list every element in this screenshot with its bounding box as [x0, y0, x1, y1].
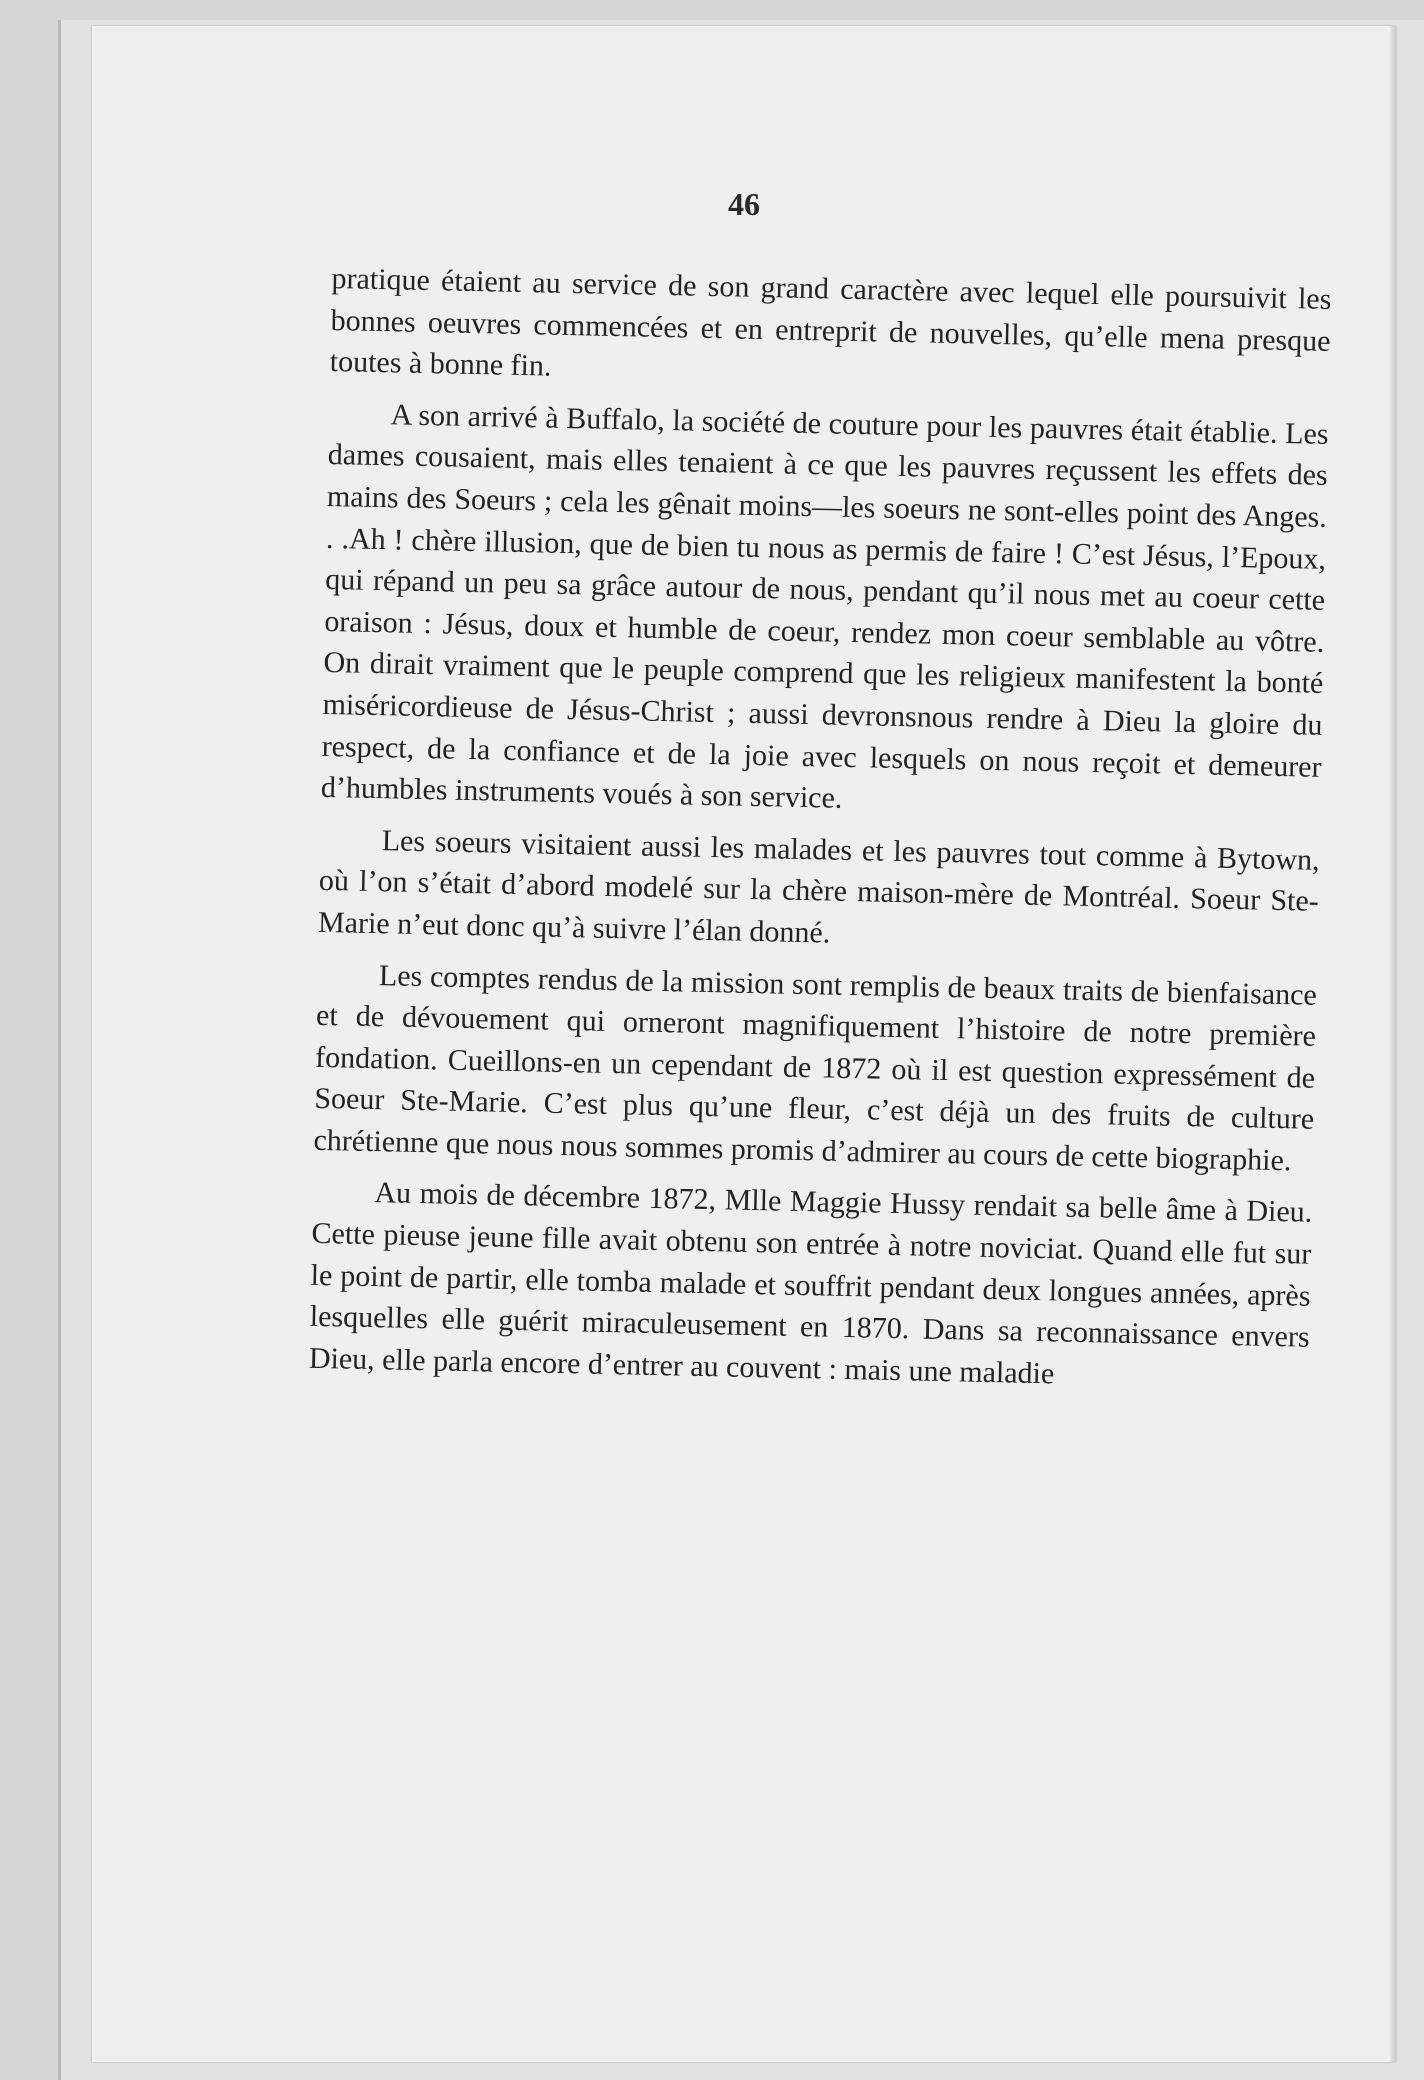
paragraph-3: Les soeurs visitaient aussi les malades et les pauvres tout comme à Bytown, où l’on s’était d’abord modelé sur la chère maison-mère de Montréal. Soeur Ste-Marie n’eut donc qu’à suivre l’élan donné.: [317, 823, 1320, 950]
page-edge: [1390, 26, 1396, 2062]
book-page: [92, 26, 1396, 2062]
body-text: [308, 258, 1331, 1410]
paragraph-2: A son arrivé à Buffalo, la société de couture pour les pauvres était établie. Les dames cousaient, mais elles tenaient à ce que les pauvres reçussent les effets des mains des Soeurs ; cela les gênait moins—les soeurs ne sont-elles point des Anges. . .Ah ! chère illusion, que de bien tu nous as permis de faire ! C’est Jésus, l’Epoux, qui répand un peu sa grâce autour de nous, pendant qu’il nous met au coeur cette oraison : Jésus, doux et humble de coeur, rendez mon coeur semblable au vôtre. On dirait vraiment que le peuple comprend que les religieux manifestent la bonté miséricordieuse de Jésus-Christ ; aussi devronsnous rendre à Dieu la gloire du respect, de la confiance et de la joie avec lesquels on nous reçoit et demeurer d’humbles instruments voués à son service.: [320, 398, 1329, 815]
paragraph-1: pratique étaient au service de son grand caractère avec lequel elle poursuivit les bonnes oeuvres commencées et en entreprit de nouvelles, qu’elle mena presque toutes à bonne fin.: [329, 261, 1332, 383]
paragraph-5: Au mois de décembre 1872, Mlle Maggie Hussy rendait sa belle âme à Dieu. Cette pieuse jeune fille avait obtenu son entrée à notre noviciat. Quand elle fut sur le point de partir, elle tomba malade et souffrit pendant deux longues années, après lesquelles elle guérit miraculeusement en 1870. Dans sa reconnaissance envers Dieu, elle parla encore d’entrer au couvent : mais une maladie: [308, 1176, 1313, 1391]
page-number: 46: [728, 186, 760, 222]
paragraph-4: Les comptes rendus de la mission sont remplis de beaux traits de bienfaisance et de dévouement qui orneront magnifiquement l’histoire de notre première fondation. Cueillons-en un cependant de 1872 où il est question expressément de Soeur Ste-Marie. C’est plus qu’une fleur, c’est déjà un des fruits de culture chrétienne que nous nous sommes promis d’admirer au cours de cette biographie.: [313, 958, 1318, 1178]
